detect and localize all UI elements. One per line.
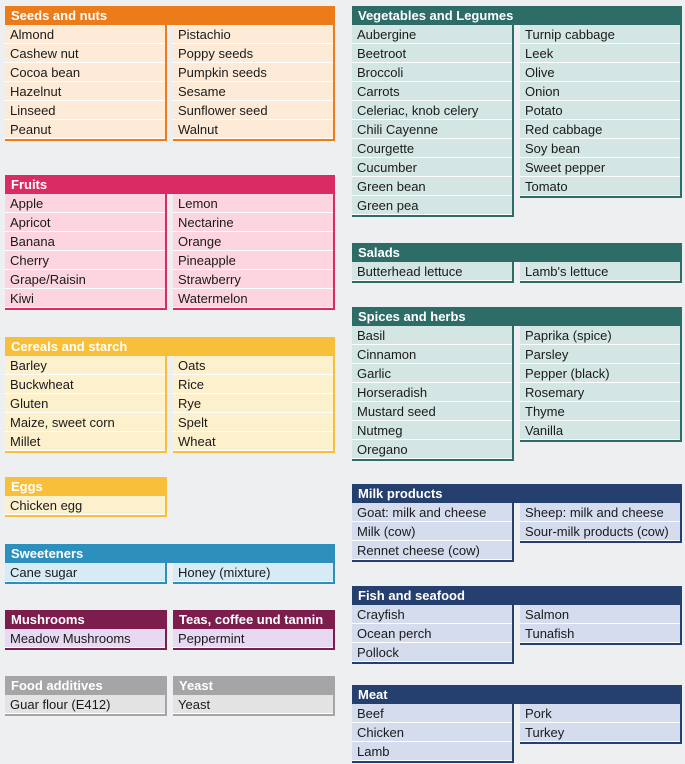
list-item: Hazelnut (5, 82, 165, 101)
list-item: Lemon (173, 194, 333, 213)
group-header: Vegetables and Legumes (352, 6, 682, 25)
list-item: Pork (520, 704, 680, 723)
list-item: Oregano (352, 440, 512, 459)
list-item: Onion (520, 82, 680, 101)
list-item: Ocean perch (352, 624, 512, 643)
list-item: Sheep: milk and cheese (520, 503, 680, 522)
list-item: Buckwheat (5, 375, 165, 394)
list-item: Thyme (520, 402, 680, 421)
list-item: Aubergine (352, 25, 512, 44)
list-item: Cane sugar (5, 563, 165, 582)
group-vegetables (352, 6, 682, 213)
group-spices (352, 307, 682, 457)
list-item: Horseradish (352, 383, 512, 402)
list-item: Rice (173, 375, 333, 394)
group-column (5, 563, 167, 584)
list-item: Kiwi (5, 289, 165, 308)
list-item: Spelt (173, 413, 333, 432)
list-item: Pollock (352, 643, 512, 662)
list-item: Poppy seeds (173, 44, 333, 63)
list-item: Guar flour (E412) (5, 695, 165, 714)
list-item: Yeast (173, 695, 333, 714)
group-eggs (5, 477, 167, 513)
group-column (173, 356, 335, 453)
list-item: Vanilla (520, 421, 680, 440)
list-item: Rennet cheese (cow) (352, 541, 512, 560)
group-salads (352, 243, 682, 279)
list-item: Pumpkin seeds (173, 63, 333, 82)
list-item: Celeriac, knob celery (352, 101, 512, 120)
list-item: Honey (mixture) (173, 563, 333, 582)
list-item: Sesame (173, 82, 333, 101)
list-item: Garlic (352, 364, 512, 383)
group-yeast (173, 676, 335, 712)
list-item: Peanut (5, 120, 165, 139)
list-item: Crayfish (352, 605, 512, 624)
group-header: Mushrooms (5, 610, 167, 629)
group-column (173, 629, 335, 650)
group-column (173, 563, 335, 584)
group-header: Yeast (173, 676, 335, 695)
list-item: Salmon (520, 605, 680, 624)
group-header: Sweeteners (5, 544, 335, 563)
list-item: Lamb (352, 742, 512, 761)
list-item: Pineapple (173, 251, 333, 270)
list-item: Cinnamon (352, 345, 512, 364)
list-item: Strawberry (173, 270, 333, 289)
group-fruits (5, 175, 335, 306)
group-header: Eggs (5, 477, 167, 496)
group-column (352, 262, 514, 283)
list-item: Maize, sweet corn (5, 413, 165, 432)
list-item: Tunafish (520, 624, 680, 643)
list-item: Potato (520, 101, 680, 120)
list-item: Millet (5, 432, 165, 451)
list-item: Meadow Mushrooms (5, 629, 165, 648)
group-fish (352, 586, 682, 660)
list-item: Pepper (black) (520, 364, 680, 383)
group-column (520, 605, 682, 645)
list-item: Apricot (5, 213, 165, 232)
list-item: Watermelon (173, 289, 333, 308)
list-item: Chicken (352, 723, 512, 742)
list-item: Pistachio (173, 25, 333, 44)
group-column (173, 194, 335, 310)
list-item: Gluten (5, 394, 165, 413)
group-column (352, 503, 514, 562)
group-column (520, 704, 682, 744)
group-header: Meat (352, 685, 682, 704)
list-item: Red cabbage (520, 120, 680, 139)
list-item: Broccoli (352, 63, 512, 82)
list-item: Grape/Raisin (5, 270, 165, 289)
group-column (352, 25, 514, 217)
group-column (352, 605, 514, 664)
list-item: Parsley (520, 345, 680, 364)
list-item: Walnut (173, 120, 333, 139)
list-item: Butterhead lettuce (352, 262, 512, 281)
group-header: Seeds and nuts (5, 6, 335, 25)
group-header: Food additives (5, 676, 167, 695)
list-item: Carrots (352, 82, 512, 101)
group-column (520, 503, 682, 543)
group-column (352, 704, 514, 763)
group-column (5, 194, 167, 310)
list-item: Basil (352, 326, 512, 345)
group-header: Milk products (352, 484, 682, 503)
list-item: Cherry (5, 251, 165, 270)
list-item: Sunflower seed (173, 101, 333, 120)
list-item: Linseed (5, 101, 165, 120)
list-item: Banana (5, 232, 165, 251)
list-item: Sweet pepper (520, 158, 680, 177)
group-header: Spices and herbs (352, 307, 682, 326)
group-column (173, 695, 335, 716)
list-item: Cucumber (352, 158, 512, 177)
list-item: Mustard seed (352, 402, 512, 421)
list-item: Green bean (352, 177, 512, 196)
list-item: Beetroot (352, 44, 512, 63)
list-item: Olive (520, 63, 680, 82)
group-sweeteners (5, 544, 335, 580)
list-item: Paprika (spice) (520, 326, 680, 345)
list-item: Cashew nut (5, 44, 165, 63)
group-milk (352, 484, 682, 558)
group-header: Teas, coffee und tannin (173, 610, 335, 629)
group-header: Fish and seafood (352, 586, 682, 605)
list-item: Almond (5, 25, 165, 44)
list-item: Apple (5, 194, 165, 213)
group-column (520, 25, 682, 198)
list-item: Goat: milk and cheese (352, 503, 512, 522)
list-item: Peppermint (173, 629, 333, 648)
group-column (173, 25, 335, 141)
group-column (5, 356, 167, 453)
list-item: Green pea (352, 196, 512, 215)
group-teas (173, 610, 335, 646)
list-item: Soy bean (520, 139, 680, 158)
list-item: Courgette (352, 139, 512, 158)
list-item: Turnip cabbage (520, 25, 680, 44)
group-header: Salads (352, 243, 682, 262)
group-header: Cereals and starch (5, 337, 335, 356)
list-item: Milk (cow) (352, 522, 512, 541)
list-item: Rosemary (520, 383, 680, 402)
list-item: Turkey (520, 723, 680, 742)
group-column (352, 326, 514, 461)
group-additives (5, 676, 167, 712)
list-item: Tomato (520, 177, 680, 196)
group-header: Fruits (5, 175, 335, 194)
list-item: Wheat (173, 432, 333, 451)
list-item: Leek (520, 44, 680, 63)
list-item: Beef (352, 704, 512, 723)
list-item: Cocoa bean (5, 63, 165, 82)
group-column (5, 25, 167, 141)
list-item: Chicken egg (5, 496, 165, 515)
list-item: Nutmeg (352, 421, 512, 440)
list-item: Sour-milk products (cow) (520, 522, 680, 541)
list-item: Chili Cayenne (352, 120, 512, 139)
list-item: Lamb's lettuce (520, 262, 680, 281)
group-column (5, 695, 167, 716)
group-cereals (5, 337, 335, 449)
list-item: Nectarine (173, 213, 333, 232)
group-column (520, 262, 682, 283)
list-item: Rye (173, 394, 333, 413)
group-column (5, 629, 167, 650)
list-item: Orange (173, 232, 333, 251)
group-meat (352, 685, 682, 759)
group-mushrooms (5, 610, 167, 646)
group-seeds-nuts (5, 6, 335, 137)
list-item: Oats (173, 356, 333, 375)
list-item: Barley (5, 356, 165, 375)
group-column (5, 496, 167, 517)
group-column (520, 326, 682, 442)
